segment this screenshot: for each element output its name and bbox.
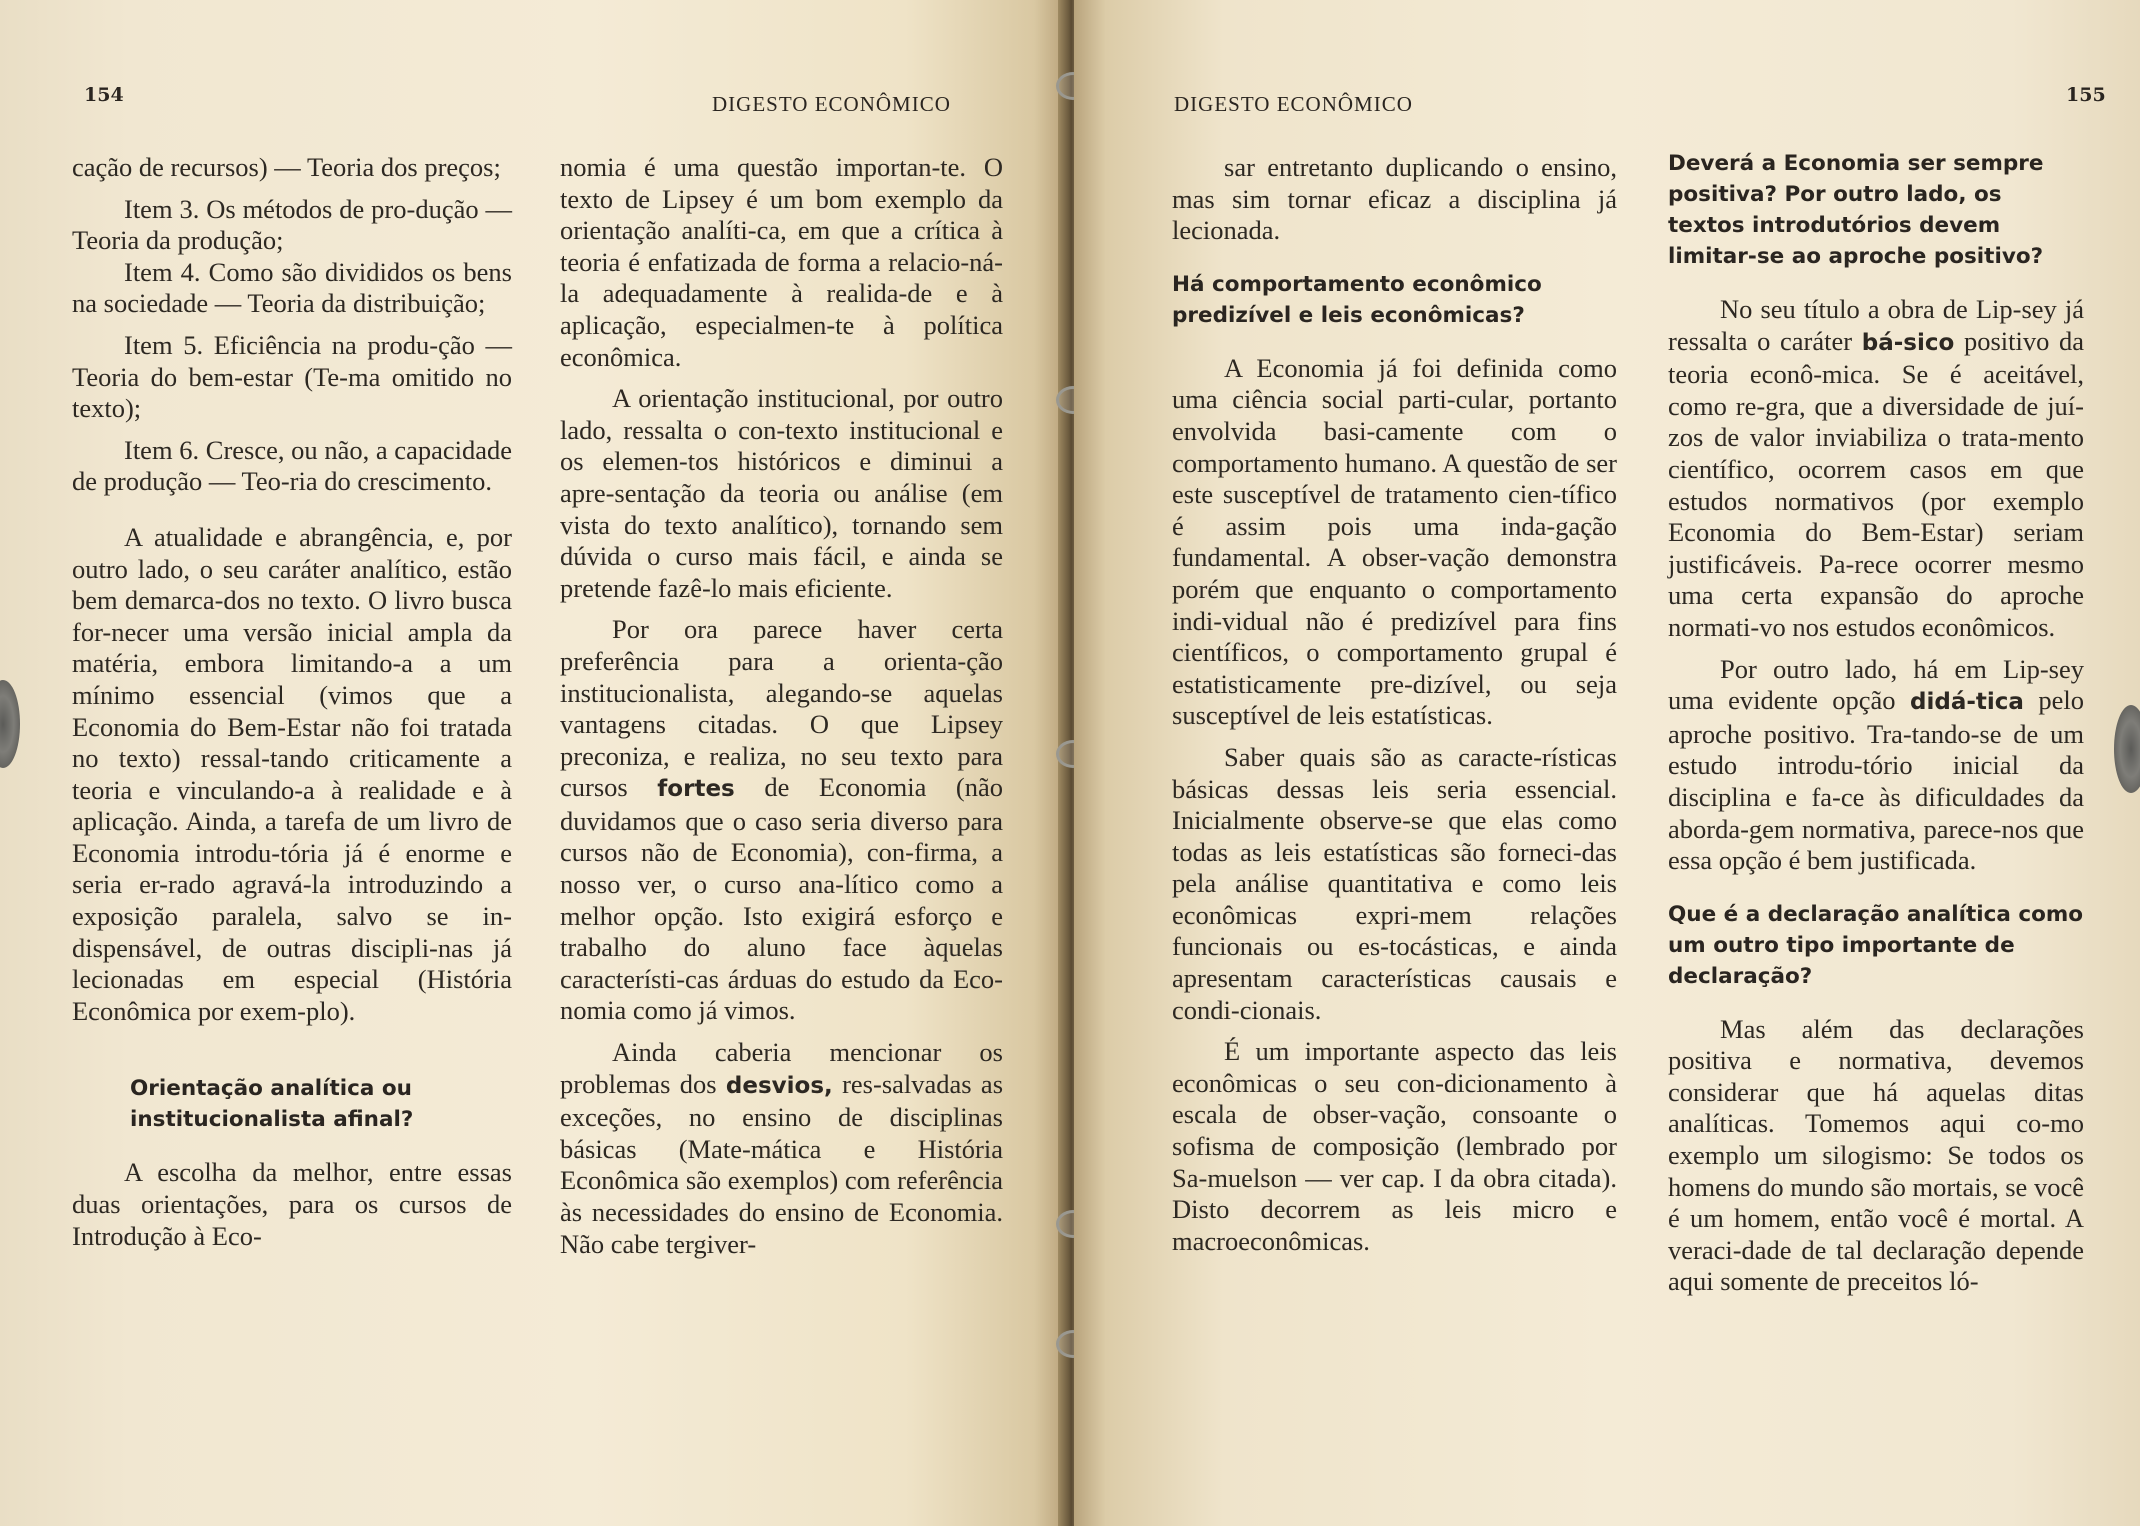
bold-term: didá-tica [1910,689,2024,716]
running-head: DIGESTO ECONÔMICO [1174,92,1413,116]
bold-term: bá-sico [1861,329,1955,356]
bold-term: fortes [657,776,735,803]
paragraph: A escolha da melhor, entre essas duas orientações, para os cursos de Introdução à Eco- [72,1157,512,1251]
paragraph: Ainda caberia mencionar os problemas dos desvios, res-salvadas as exceções, no ensino de disciplinas básicas (Mate-mática e História Econômica são exemplos) com referência às necessidades do ensino de Economia. Não cabe tergiver- [560,1037,1004,1259]
paragraph: Item 6. Cresce, ou não, a capacidade de produção — Teo-ria do crescimento. [72,434,512,497]
left-page [0,0,1066,1526]
binder-hole-icon [0,680,20,768]
paragraph: nomia é uma questão importan-te. O texto de Lipsey é um bom exemplo da orientação analíti-ca, em que a crítica à teoria é enfatizada de forma a relacio-ná-la adequadamente à realida-de e à aplicação, especialmen-te à política econômica. [560,152,1003,372]
paragraph: Mas além das declarações positiva e normativa, devemos considerar que há aquelas ditas analíticas. Tomemos aqui co-mo exemplo um silogismo: Se todos os homens do mundo são mortais, se você é um homem, então você é mortal. A veraci-dade de tal declaração depende aqui somente de preceitos ló- [1668,1013,2084,1297]
running-head: DIGESTO ECONÔMICO [712,92,951,116]
section-heading: Deverá a Economia ser sempre positiva? Por outro lado, os textos introdutórios devem limitar-se ao aproche positivo? [1668,151,2044,269]
paragraph: A atualidade e abrangência, e, por outro lado, o seu caráter analítico, estão bem demarca-dos no texto. O livro busca for-necer uma versão inicial ampla da matéria, embora limitando-a a um mínimo essencial (vimos que a Economia do Bem-Estar não foi tratada no texto) ressal-tando criticamente a teoria e vinculando-a à realidade e à aplicação. Ainda, a tarefa de um livro de Economia introdu-tória já é enorme e seria er-rado agravá-la introduzindo a exposição paralela, salvo se in-dispensável, de outras discipli-nas já lecionadas em especial (História Econômica por exem-plo). [72,521,512,1026]
paragraph: No seu título a obra de Lip-sey já ressalta o caráter bá-sico positivo da teoria econô-mica. Se é aceitável, como re-gra, que a diversidade de juí-zos de valor inviabiliza o trata-mento científico, ocorrem casos em que estudos normativos (por exemplo Economia do Bem-Estar) seriam justificáveis. Pa-rece ocorrer mesmo uma certa expansão do aproche normati-vo nos estudos econômicos. [1668,294,2084,642]
left-column-1 [72,152,512,1262]
bold-term: desvios, [725,1072,833,1099]
section-heading: Há comportamento econômico predizível e leis econômicas? [1172,271,1542,328]
right-page [1074,0,2140,1526]
paragraph: cação de recursos) — Teoria dos preços; [72,152,501,182]
paragraph: Por outro lado, há em Lip-sey uma evidente opção didá-tica pelo aproche positivo. Tra-tando-se de um estudo introdu-tório inicial da disciplina e fa-ce às dificuldades da aborda-gem normativa, parece-nos que essa opção é bem justificada. [1668,653,2085,876]
page-number: 155 [2066,84,2106,106]
paragraph: Item 3. Os métodos de pro-dução — Teoria da produção; [72,193,512,256]
paragraph: sar entretanto duplicando o ensino, mas sim tornar eficaz a disciplina já lecionada. [1172,152,1617,246]
paragraph: É um importante aspecto das leis econômicas o seu con-dicionamento à escala de obser-vação, consoante o sofisma de composição (lembrado por Sa-muelson — ver cap. I da obra citada). Disto decorrem as leis micro e macroeconômicas. [1172,1036,1617,1256]
paragraph: A orientação institucional, por outro lado, ressalta o con-texto institucional e os elemen-tos históricos e diminui a apre-sentação da teoria ou análise (em vista do texto analítico), tornando sem dúvida o curso mais fácil, e ainda se pretende fazê-lo mais eficiente. [560,383,1003,603]
section-heading: Orientação analítica ou institucionalista afinal? [130,1076,414,1133]
paragraph: Item 4. Como são divididos os bens na sociedade — Teoria da distribuição; [72,256,512,319]
right-column-2 [1668,152,2084,1308]
left-column-2 [560,152,1003,1270]
right-column-1 [1172,152,1617,1267]
paragraph: A Economia já foi definida como uma ciência social parti-cular, portanto envolvida basi-camente com o comportamento humano. A questão de ser este susceptível de tratamento cien-tífico é assim pois uma inda-gação fundamental. A obser-vação demonstra porém que enquanto o comportamento indi-vidual não é predizível para fins científicos, o comportamento grupal é estatisticamente pre-dizível, ou seja susceptível de leis estatísticas. [1172,352,1617,731]
page-number: 154 [84,84,124,106]
paragraph: Saber quais são as caracte-rísticas básicas dessas leis seria essencial. Inicialmente observe-se que elas como todas as leis estatísticas são forneci-das pela análise quantitativa e como leis econômicas expri-mem relações funcionais ou es-tocásticas, e ainda apresentam características causais e condi-cionais. [1172,741,1617,1025]
paragraph: Por ora parece haver certa preferência para a orienta-ção institucionalista, alegando-se aquelas vantagens citadas. O que Lipsey preconiza, e realiza, no seu texto para cursos fortes de Economia (não duvidamos que o caso seria diverso para cursos não de Economia), con-firma, a nosso ver, o curso ana-lítico como a melhor opção. Isto exigirá esforço e trabalho do aluno face àquelas característi-cas árduas do estudo da Eco-nomia como já vimos. [560,614,1003,1026]
paragraph: Item 5. Eficiência na produ-ção — Teoria do bem-estar (Te-ma omitido no texto); [72,329,512,424]
section-heading: Que é a declaração analítica como um outro tipo importante de declaração? [1668,901,2084,989]
binder-hole-icon [2114,705,2140,793]
